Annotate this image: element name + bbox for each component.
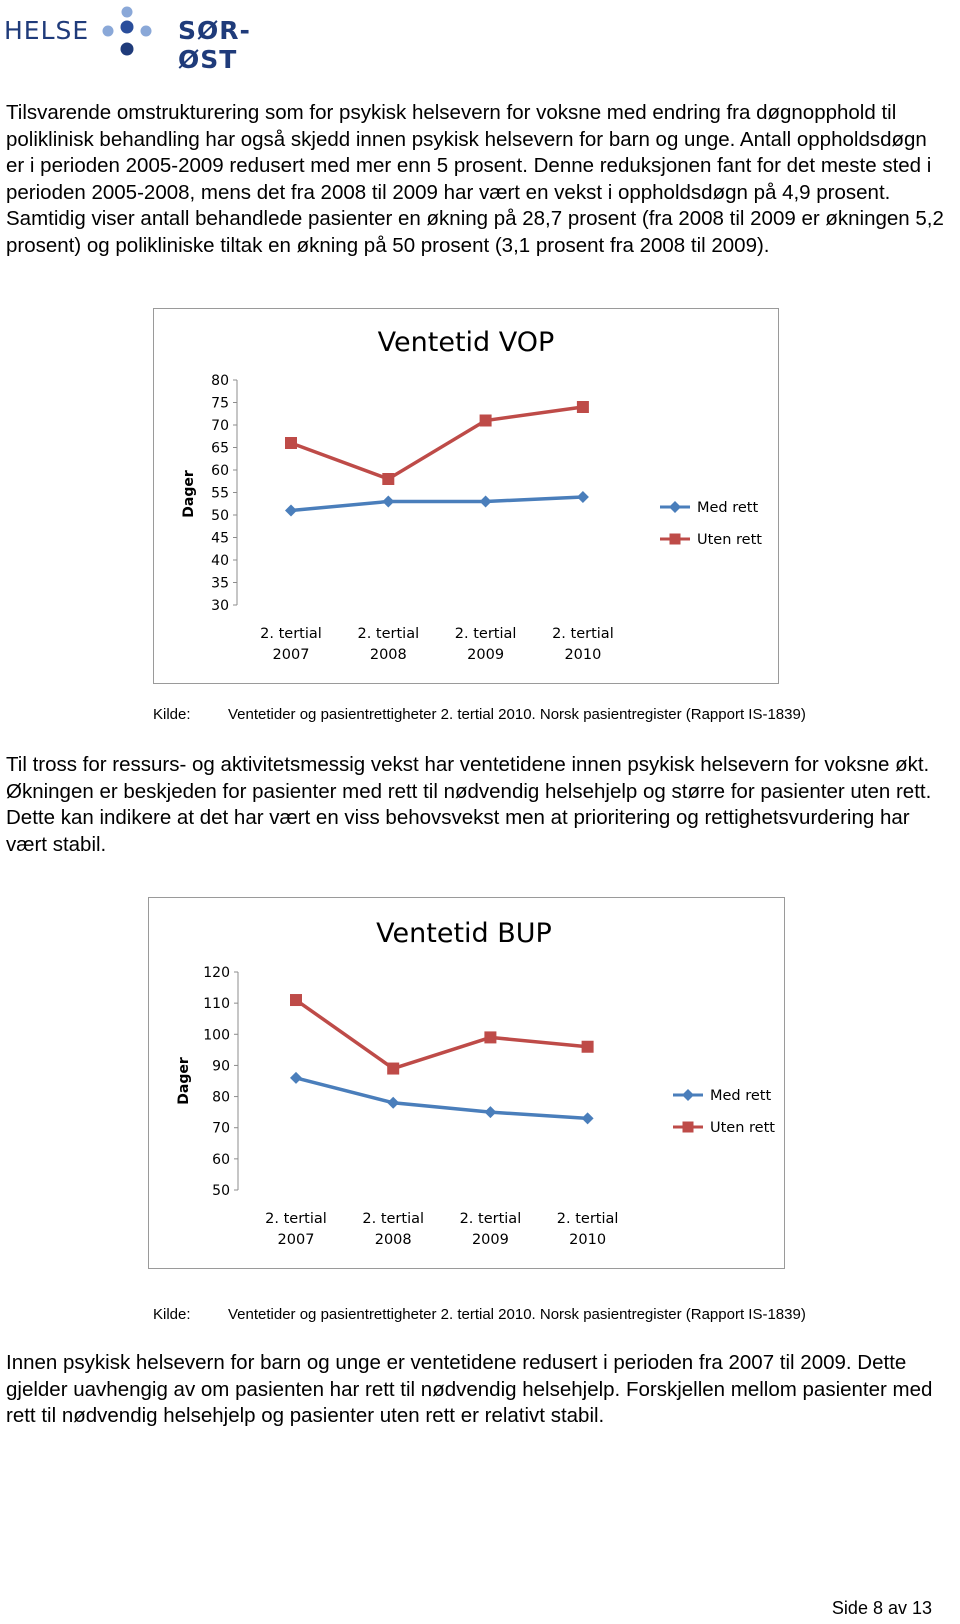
legend-marker <box>682 1089 694 1101</box>
x-category-label: 2. tertial <box>357 626 420 642</box>
data-point-uten-rett <box>285 437 297 449</box>
legend-marker <box>669 501 681 513</box>
source-label: Kilde: <box>153 706 191 723</box>
logo-text-helse: HELSE <box>4 16 90 45</box>
x-category-label: 2. tertial <box>265 1211 327 1227</box>
x-category-year: 2010 <box>569 1232 607 1248</box>
data-point-uten-rett <box>290 994 302 1006</box>
series-line-med-rett <box>296 1078 588 1118</box>
data-point-uten-rett <box>577 401 589 413</box>
y-tick-label: 50 <box>212 1183 230 1199</box>
x-category-label: 2. tertial <box>552 626 614 642</box>
legend-marker <box>683 1122 694 1133</box>
chart-ventetid-vop <box>153 308 779 684</box>
source-text: Ventetider og pasientrettigheter 2. tertial 2010. Norsk pasientregister (Rapport IS-1839) <box>228 706 806 723</box>
legend-label: Med rett <box>697 500 759 516</box>
chart-vop-svg <box>154 309 778 683</box>
data-point-uten-rett <box>582 1041 594 1053</box>
data-point-med-rett <box>290 1072 302 1084</box>
legend-marker <box>670 534 681 545</box>
x-category-label: 2. tertial <box>459 1211 522 1227</box>
y-tick-label: 70 <box>212 1120 230 1137</box>
x-category-label: 2. tertial <box>454 626 517 642</box>
chart-title: Ventetid BUP <box>376 918 552 949</box>
y-tick-label: 90 <box>212 1058 230 1075</box>
y-tick-label: 120 <box>203 965 230 981</box>
paragraph-vop: Til tross for ressurs- og aktivitetsmessig vekst har ventetidene innen psykisk helsevern for voksne økt. Økningen er beskjeden for pasienter med rett til nødvendig helsehjelp og større for pasienter uten rett. Dette kan indikere at det har vært en viss behovsvekst men at prioritering og rettighetsvurdering har vært stabil. <box>6 753 932 856</box>
series-line-uten-rett <box>296 1000 588 1069</box>
legend-label: Uten rett <box>697 532 762 548</box>
source-note-bup <box>153 1306 806 1323</box>
series-line-uten-rett <box>291 407 583 479</box>
y-axis-label: Dager <box>176 1057 192 1105</box>
y-tick-label: 80 <box>211 373 229 389</box>
x-category-label: 2. tertial <box>556 1211 619 1227</box>
logo-text-sor-ost: SØR-ØST <box>178 16 251 74</box>
data-point-med-rett <box>577 491 589 503</box>
y-tick-label: 55 <box>211 485 229 502</box>
data-point-med-rett <box>484 1106 496 1118</box>
paragraph-intro: Tilsvarende omstrukturering som for psykisk helsevern for voksne med endring fra døgnopphold til poliklinisk behandling har også skjedd innen psykisk helsevern for barn og unge. Antall oppholdsdøgn er i perioden 2005-2009 redusert med mer enn 5 prosent. Denne reduksjonen fant for det meste sted i perioden 2005-2008, mens det fra 2008 til 2009 har vært en vekst i oppholdsdøgn på 4,9 prosent. Samtidig viser antall behandlede pasienter en økning på 28,7 prosent (fra 2008 til 2009 er økningen 5,2 prosent) og polikliniske tiltak en økning på 50 prosent (3,1 prosent fra 2008 til 2009). <box>6 101 944 257</box>
chart-bup-svg <box>149 898 784 1268</box>
x-category-year: 2008 <box>374 1232 412 1248</box>
data-point-uten-rett <box>480 415 492 427</box>
y-tick-label: 100 <box>203 1027 230 1044</box>
source-text: Ventetider og pasientrettigheter 2. tertial 2010. Norsk pasientregister (Rapport IS-1839) <box>228 1306 806 1323</box>
x-category-year: 2008 <box>369 647 407 663</box>
chart-title: Ventetid VOP <box>377 327 555 358</box>
y-tick-label: 70 <box>211 418 229 434</box>
series-line-med-rett <box>291 497 583 511</box>
x-category-label: 2. tertial <box>362 1211 425 1227</box>
y-tick-label: 80 <box>212 1089 230 1106</box>
y-tick-label: 50 <box>211 508 229 524</box>
source-note-vop <box>153 706 806 723</box>
legend-label: Uten rett <box>710 1120 775 1136</box>
y-tick-label: 40 <box>211 553 229 569</box>
data-point-med-rett <box>285 505 297 517</box>
y-tick-label: 110 <box>203 996 230 1013</box>
y-tick-label: 30 <box>211 598 229 614</box>
data-point-med-rett <box>480 496 492 508</box>
logo-dots-icon <box>98 2 168 60</box>
y-tick-label: 60 <box>212 1151 230 1168</box>
paragraph-bup: Innen psykisk helsevern for barn og unge er ventetidene redusert i perioden fra 2007 til 2009. Dette gjelder uavhengig av om pasienten har rett til nødvendig helsehjelp. Forskjellen mellom pasienter med rett til nødvendig helsehjelp og pasienter uten rett er relativt stabil. <box>6 1351 933 1428</box>
data-point-med-rett <box>387 1097 399 1109</box>
y-axis-label: Dager <box>181 470 197 518</box>
y-tick-label: 45 <box>211 530 229 547</box>
y-tick-label: 65 <box>211 440 229 457</box>
y-tick-label: 35 <box>211 575 229 592</box>
data-point-uten-rett <box>484 1031 496 1043</box>
chart-ventetid-bup <box>148 897 785 1269</box>
x-category-label: 2. tertial <box>260 626 322 642</box>
source-label: Kilde: <box>153 1306 191 1323</box>
page-number: Side 8 av 13 <box>831 1598 932 1618</box>
data-point-uten-rett <box>387 1063 399 1075</box>
data-point-med-rett <box>582 1112 594 1124</box>
helse-sor-ost-logo <box>4 0 304 74</box>
y-tick-label: 60 <box>211 463 229 479</box>
x-category-year: 2009 <box>471 1232 509 1248</box>
x-category-year: 2007 <box>272 647 310 663</box>
data-point-med-rett <box>382 496 394 508</box>
y-tick-label: 75 <box>211 395 229 412</box>
x-category-year: 2007 <box>277 1232 315 1248</box>
data-point-uten-rett <box>382 473 394 485</box>
x-category-year: 2009 <box>467 647 505 663</box>
x-category-year: 2010 <box>564 647 602 663</box>
legend-label: Med rett <box>710 1088 772 1104</box>
